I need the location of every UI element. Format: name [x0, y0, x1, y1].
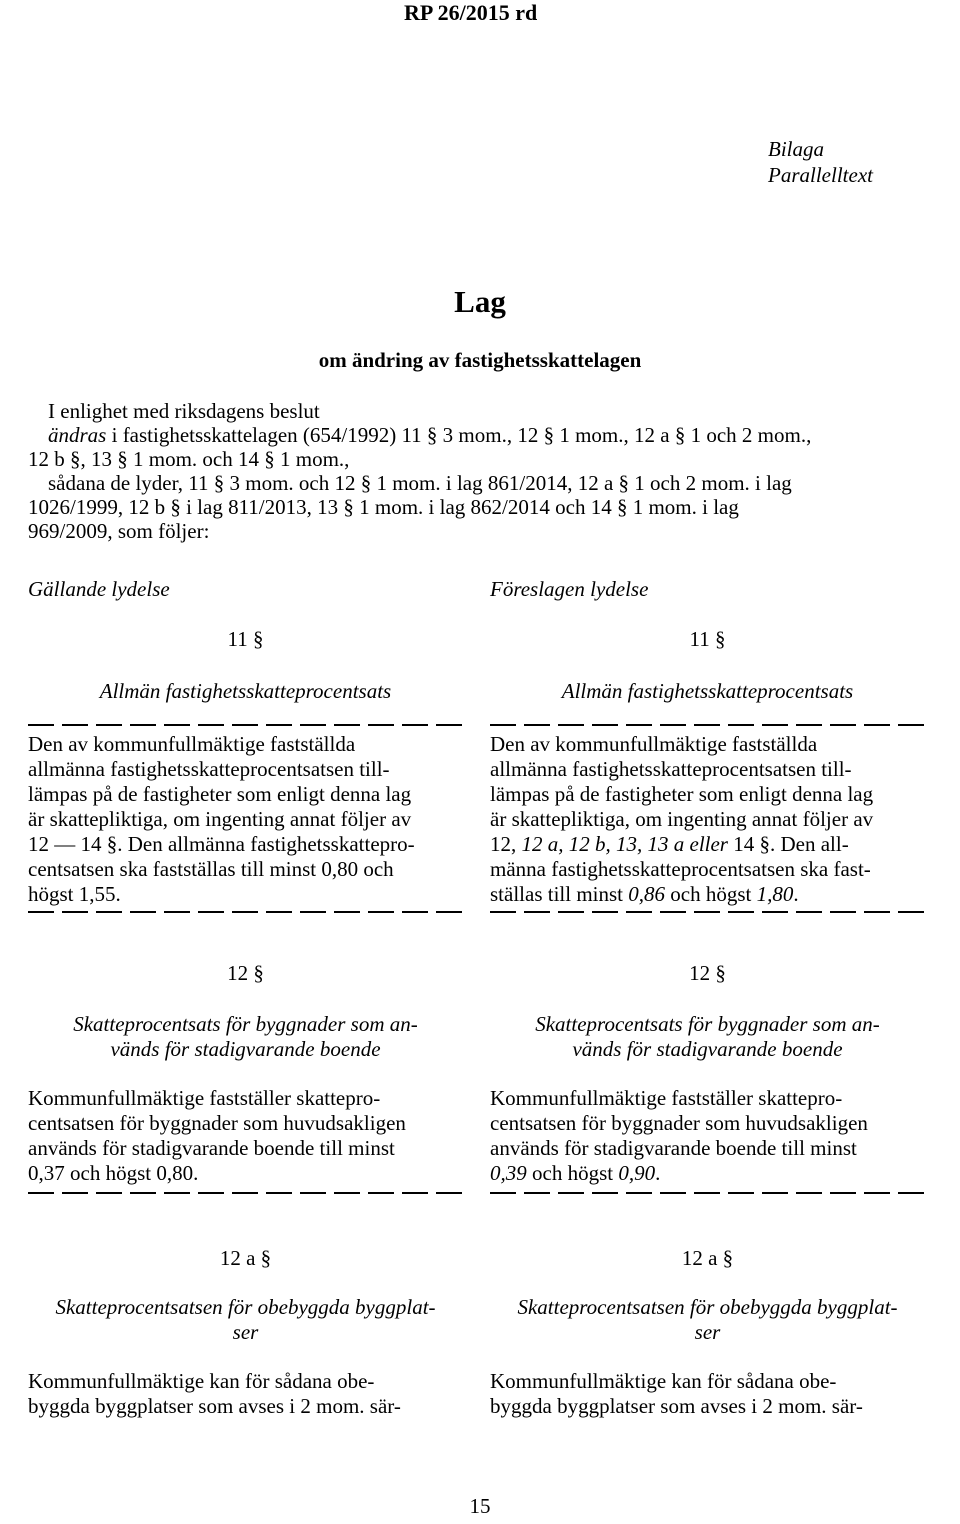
amended-min-rate: 0,39	[490, 1161, 527, 1185]
section-11-title: Allmän fastighetsskatteprocentsats	[99, 679, 392, 703]
text-line: 12, 12 a, 12 b, 13, 13 a eller 14 §. Den all-	[490, 832, 849, 856]
omission-line	[28, 724, 468, 726]
intro-line-1: I enlighet med riksdagens beslut	[48, 399, 320, 423]
text-line: Den av kommunfullmäktige fastställda	[490, 732, 818, 756]
amended-max-rate: 0,90	[618, 1161, 656, 1185]
text-line: Kommunfullmäktige fastställer skattepro-	[28, 1086, 381, 1110]
intro-paragraph	[28, 399, 960, 543]
omission-line	[28, 1192, 468, 1194]
section-12a-title-line-1: Skatteprocentsatsen för obebyggda byggplat-	[517, 1295, 898, 1319]
text-line: 0,39 och högst 0,90 .	[490, 1161, 661, 1185]
omission-line	[28, 911, 468, 913]
intro-amend-word: ändras	[48, 423, 107, 447]
amended-min-rate: 0,86	[628, 882, 666, 906]
text-line: är skattepliktiga, om ingenting annat följer av	[490, 807, 874, 831]
text-line: byggda byggplatser som avses i 2 mom. sär-	[28, 1394, 401, 1418]
text-line: männa fastighetsskatteprocentsatsen ska fast-	[490, 857, 871, 881]
text-line: Kommunfullmäktige fastställer skattepro-	[490, 1086, 843, 1110]
section-11-text	[28, 732, 463, 907]
section-12-text	[28, 1086, 463, 1186]
section-11-number: 11 §	[227, 627, 264, 651]
section-12-title-line-2: vänds för stadigvarande boende	[572, 1037, 843, 1061]
text-line: byggda byggplatser som avses i 2 mom. sär-	[490, 1394, 863, 1418]
text-line: centsatsen för byggnader som huvudsakligen	[28, 1111, 406, 1135]
section-12a-text	[28, 1369, 463, 1419]
page-number: 15	[469, 1494, 491, 1518]
omission-line	[490, 911, 930, 913]
law-subtitle: om ändring av fastighetsskattelagen	[318, 348, 642, 372]
right-column	[490, 627, 925, 1419]
text-line: ställas till minst 0,86 och högst 1,80 .	[490, 882, 799, 906]
text-line: lämpas på de fastigheter som enligt denna lag	[28, 782, 412, 806]
annex-line-1: Bilaga	[768, 137, 824, 161]
intro-line-3: 12 b §, 13 § 1 mom. och 14 § 1 mom.,	[28, 447, 350, 471]
annex-line-2: Parallelltext	[768, 163, 873, 187]
text-line: allmänna fastighetsskatteprocentsatsen till-	[28, 757, 390, 781]
omission-line	[490, 724, 930, 726]
amended-references: 12 a, 12 b, 13, 13 a eller	[521, 832, 728, 856]
text-line: Kommunfullmäktige kan för sådana obe-	[490, 1369, 837, 1393]
text-line: allmänna fastighetsskatteprocentsatsen till-	[490, 757, 852, 781]
section-12a-title-line-2: ser	[694, 1320, 721, 1344]
section-12a-title-line-1: Skatteprocentsatsen för obebyggda byggplat-	[55, 1295, 436, 1319]
section-11-text	[490, 732, 925, 907]
section-12a-text	[490, 1369, 925, 1419]
section-12-title-line-1: Skatteprocentsats för byggnader som an-	[73, 1012, 418, 1036]
right-column-heading: Föreslagen lydelse	[490, 577, 649, 601]
section-12-number: 12 §	[227, 961, 264, 985]
section-12a-number: 12 a §	[681, 1246, 734, 1270]
section-12-title-line-2: vänds för stadigvarande boende	[110, 1037, 381, 1061]
text-line: är skattepliktiga, om ingenting annat följer av	[28, 807, 412, 831]
text-line: lämpas på de fastigheter som enligt denna lag	[490, 782, 874, 806]
amended-max-rate: 1,80	[756, 882, 794, 906]
text-line: centsatsen ska fastställas till minst 0,80 och	[28, 857, 394, 881]
intro-line-6: 969/2009, som följer:	[28, 519, 210, 543]
section-11-title: Allmän fastighetsskatteprocentsats	[561, 679, 854, 703]
left-column-heading: Gällande lydelse	[28, 577, 170, 601]
law-title: Lag	[454, 284, 506, 319]
section-12a-number: 12 a §	[219, 1246, 272, 1270]
document-header: RP 26/2015 rd	[404, 0, 538, 25]
annex-label	[768, 136, 873, 188]
text-line: Kommunfullmäktige kan för sådana obe-	[28, 1369, 375, 1393]
text-line: Den av kommunfullmäktige fastställda	[28, 732, 356, 756]
intro-line-2	[28, 423, 960, 447]
intro-line-5: 1026/1999, 12 b § i lag 811/2013, 13 § 1 mom. i lag 862/2014 och 14 § 1 mom. i lag	[28, 495, 739, 519]
text-line: används för stadigvarande boende till minst	[28, 1136, 395, 1160]
text-line: 12 — 14 §. Den allmänna fastighetsskattepro-	[28, 832, 415, 856]
section-11-number: 11 §	[689, 627, 726, 651]
text-line: högst 1,55.	[28, 882, 121, 906]
section-12-title-line-1: Skatteprocentsats för byggnader som an-	[535, 1012, 880, 1036]
section-12-number: 12 §	[689, 961, 726, 985]
text-line: används för stadigvarande boende till minst	[490, 1136, 857, 1160]
text-line: centsatsen för byggnader som huvudsakligen	[490, 1111, 868, 1135]
text-line: 0,37 och högst 0,80.	[28, 1161, 199, 1185]
intro-line-2-rest: i fastighetsskattelagen (654/1992) 11 § 3 mom., 12 § 1 mom., 12 a § 1 och 2 mom.,	[106, 423, 812, 447]
intro-line-4: sådana de lyder, 11 § 3 mom. och 12 § 1 mom. i lag 861/2014, 12 a § 1 och 2 mom. i lag	[48, 471, 792, 495]
left-column	[28, 627, 463, 1419]
section-12a-title-line-2: ser	[232, 1320, 259, 1344]
omission-line	[490, 1192, 930, 1194]
section-12-text	[490, 1086, 925, 1186]
